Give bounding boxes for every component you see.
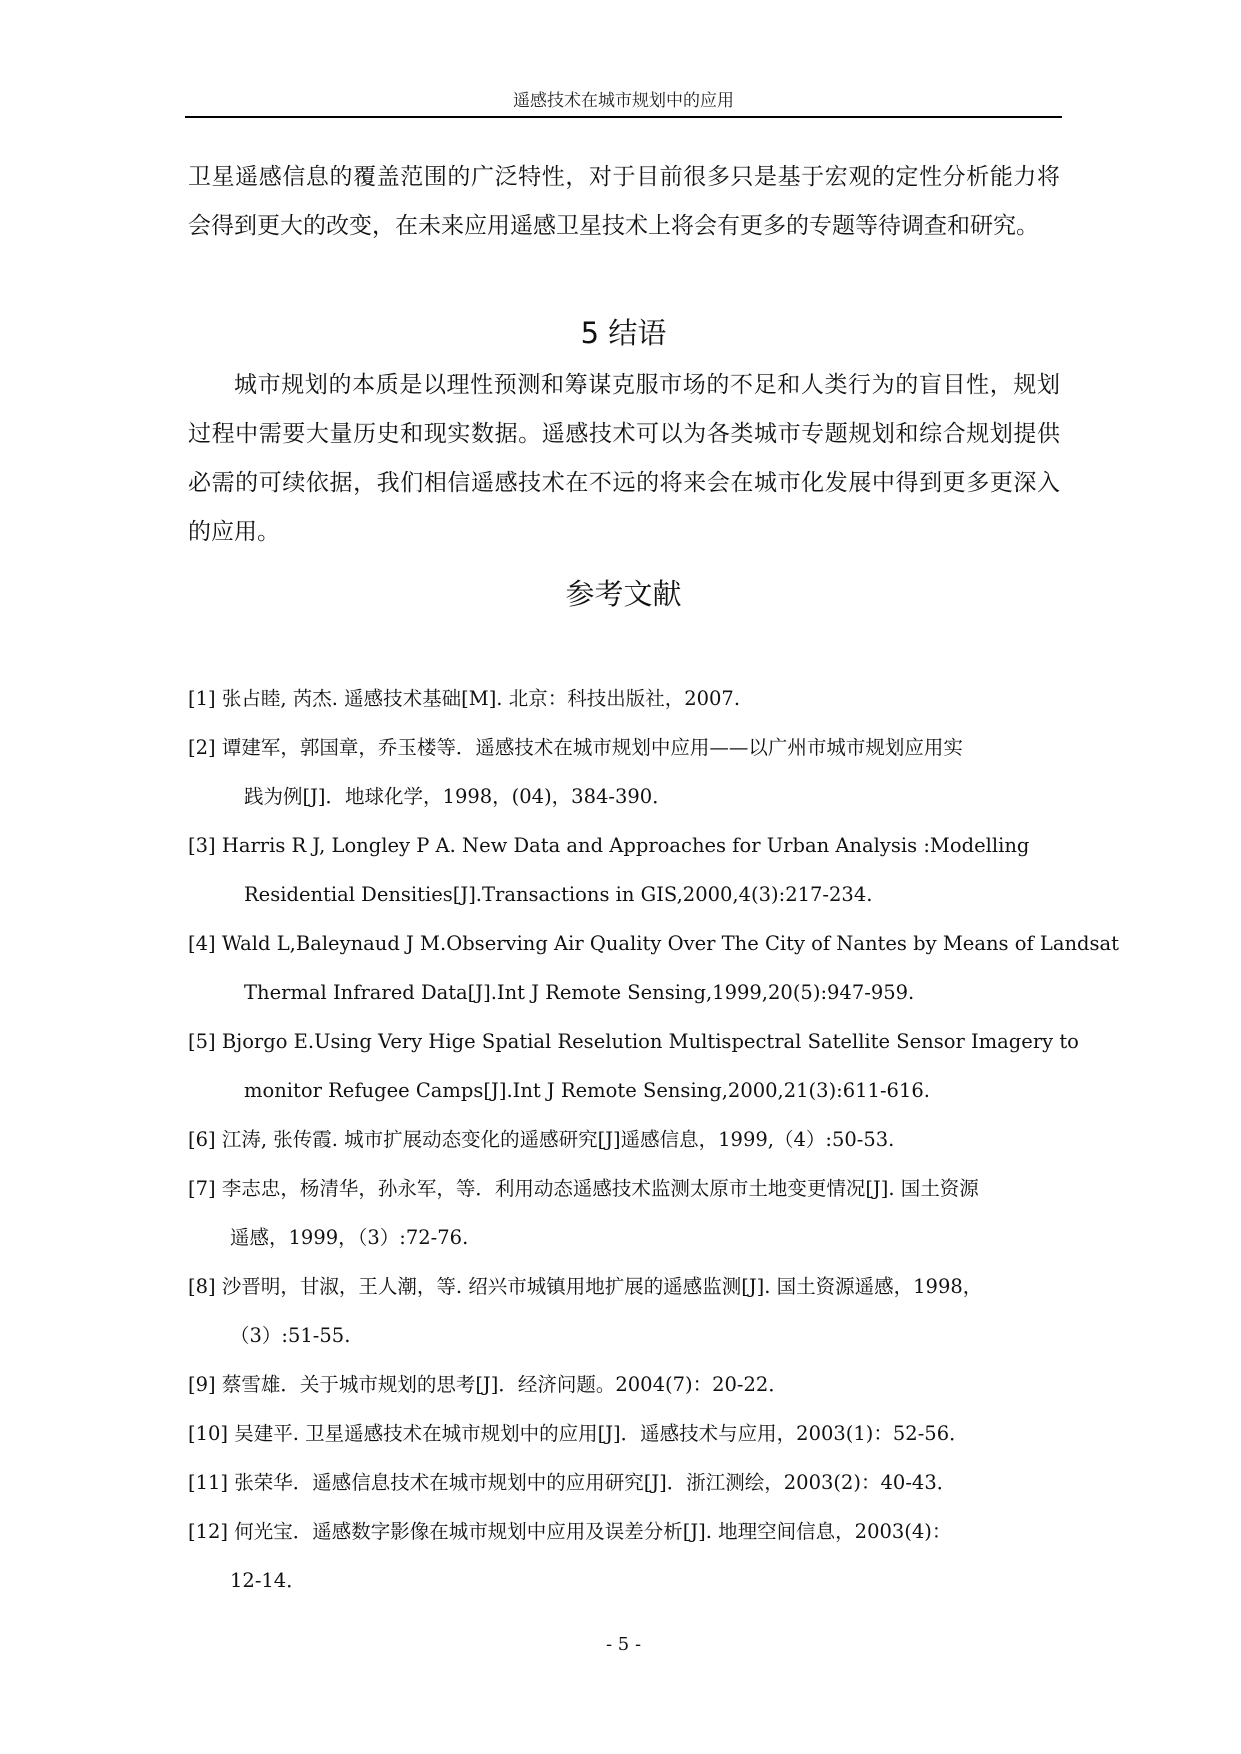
reference-item	[188, 1360, 1068, 1409]
reference-item	[188, 674, 1068, 723]
reference-text: [1] 张占睦, 芮杰. 遥感技术基础[M]. 北京：科技出版社，2007.	[188, 687, 741, 710]
reference-item	[188, 821, 1068, 919]
section-heading-conclusion: 5 结语	[580, 316, 667, 350]
reference-item	[188, 1164, 1068, 1262]
reference-continuation: Thermal Infrared Data[J].Int J Remote Sensing,1999,20(5):947-959.	[244, 981, 915, 1004]
reference-text: [11] 张荣华．遥感信息技术在城市规划中的应用研究[J]．浙江测绘，2003(2)：40-43．	[188, 1471, 957, 1494]
reference-text: [10] 吴建平. 卫星遥感技术在城市规划中的应用[J]．遥感技术与应用，2003(1)：52-56．	[188, 1422, 969, 1445]
reference-item	[188, 1017, 1079, 1115]
reference-text: [9] 蔡雪雄．关于城市规划的思考[J]．经济问题。2004(7)：20-22．	[188, 1373, 788, 1396]
page-number: - 5 -	[605, 1634, 642, 1655]
header-rule	[185, 116, 1062, 118]
reference-text: [4] Wald L,Baleynaud J M.Observing Air Quality Over The City of Nantes by Means of Landsat	[188, 932, 1119, 955]
reference-text: [6] 江涛, 张传霞. 城市扩展动态变化的遥感研究[J]遥感信息，1999,（4）:50-53.	[188, 1128, 895, 1151]
reference-continuation: 12-14．	[230, 1569, 306, 1592]
conclusion-paragraph: 城市规划的本质是以理性预测和筹谋克服市场的不足和人类行为的盲目性，规划过程中需要大量历史和现实数据。遥感技术可以为各类城市专题规划和综合规划提供必需的可续依据，我们相信遥感技术在不远的将来会在城市化发展中得到更多更深入的应用。	[188, 372, 1060, 545]
body-paragraph: 卫星遥感信息的覆盖范围的广泛特性，对于目前很多只是基于宏观的定性分析能力将会得到更大的改变，在未来应用遥感卫星技术上将会有更多的专题等待调查和研究。	[188, 164, 1060, 239]
reference-continuation: 遥感，1999，（3）:72-76.	[230, 1226, 469, 1249]
reference-continuation: monitor Refugee Camps[J].Int J Remote Sensing,2000,21(3):611-616.	[244, 1079, 930, 1102]
reference-item	[188, 1458, 1068, 1507]
reference-continuation: 践为例[J]．地球化学，1998，(04)，384-390．	[244, 785, 672, 808]
reference-item	[188, 1507, 1068, 1605]
reference-item	[188, 1115, 1068, 1164]
references-heading: 参考文献	[565, 577, 682, 611]
reference-text: [3] Harris R J, Longley P A. New Data and Approaches for Urban Analysis :Modelling	[188, 834, 1030, 857]
reference-list	[188, 674, 1119, 1605]
reference-text: [8] 沙晋明，甘淑，王人潮，等. 绍兴市城镇用地扩展的遥感监测[J]. 国土资源遥感，1998，	[188, 1275, 983, 1298]
running-header: 遥感技术在城市规划中的应用	[513, 91, 734, 111]
reference-item	[188, 919, 1119, 1017]
reference-item	[188, 1409, 1068, 1458]
reference-continuation: Residential Densities[J].Transactions in GIS,2000,4(3):217-234.	[244, 883, 873, 906]
reference-text: [5] Bjorgo E.Using Very Hige Spatial Reselution Multispectral Satellite Sensor Imagery to	[188, 1030, 1079, 1053]
reference-continuation: （3）:51-55.	[230, 1324, 351, 1347]
reference-item	[188, 1262, 1068, 1360]
reference-item	[188, 723, 1068, 821]
reference-text: [7] 李志忠，杨清华，孙永军，等．利用动态遥感技术监测太原市土地变更情况[J]. 国土资源	[188, 1177, 979, 1200]
reference-text: [2] 谭建军，郭国章，乔玉楼等．遥感技术在城市规划中应用——以广州市城市规划应用实	[188, 736, 963, 759]
reference-text: [12] 何光宝．遥感数字影像在城市规划中应用及误差分析[J]. 地理空间信息，2003(4)：	[188, 1520, 952, 1543]
